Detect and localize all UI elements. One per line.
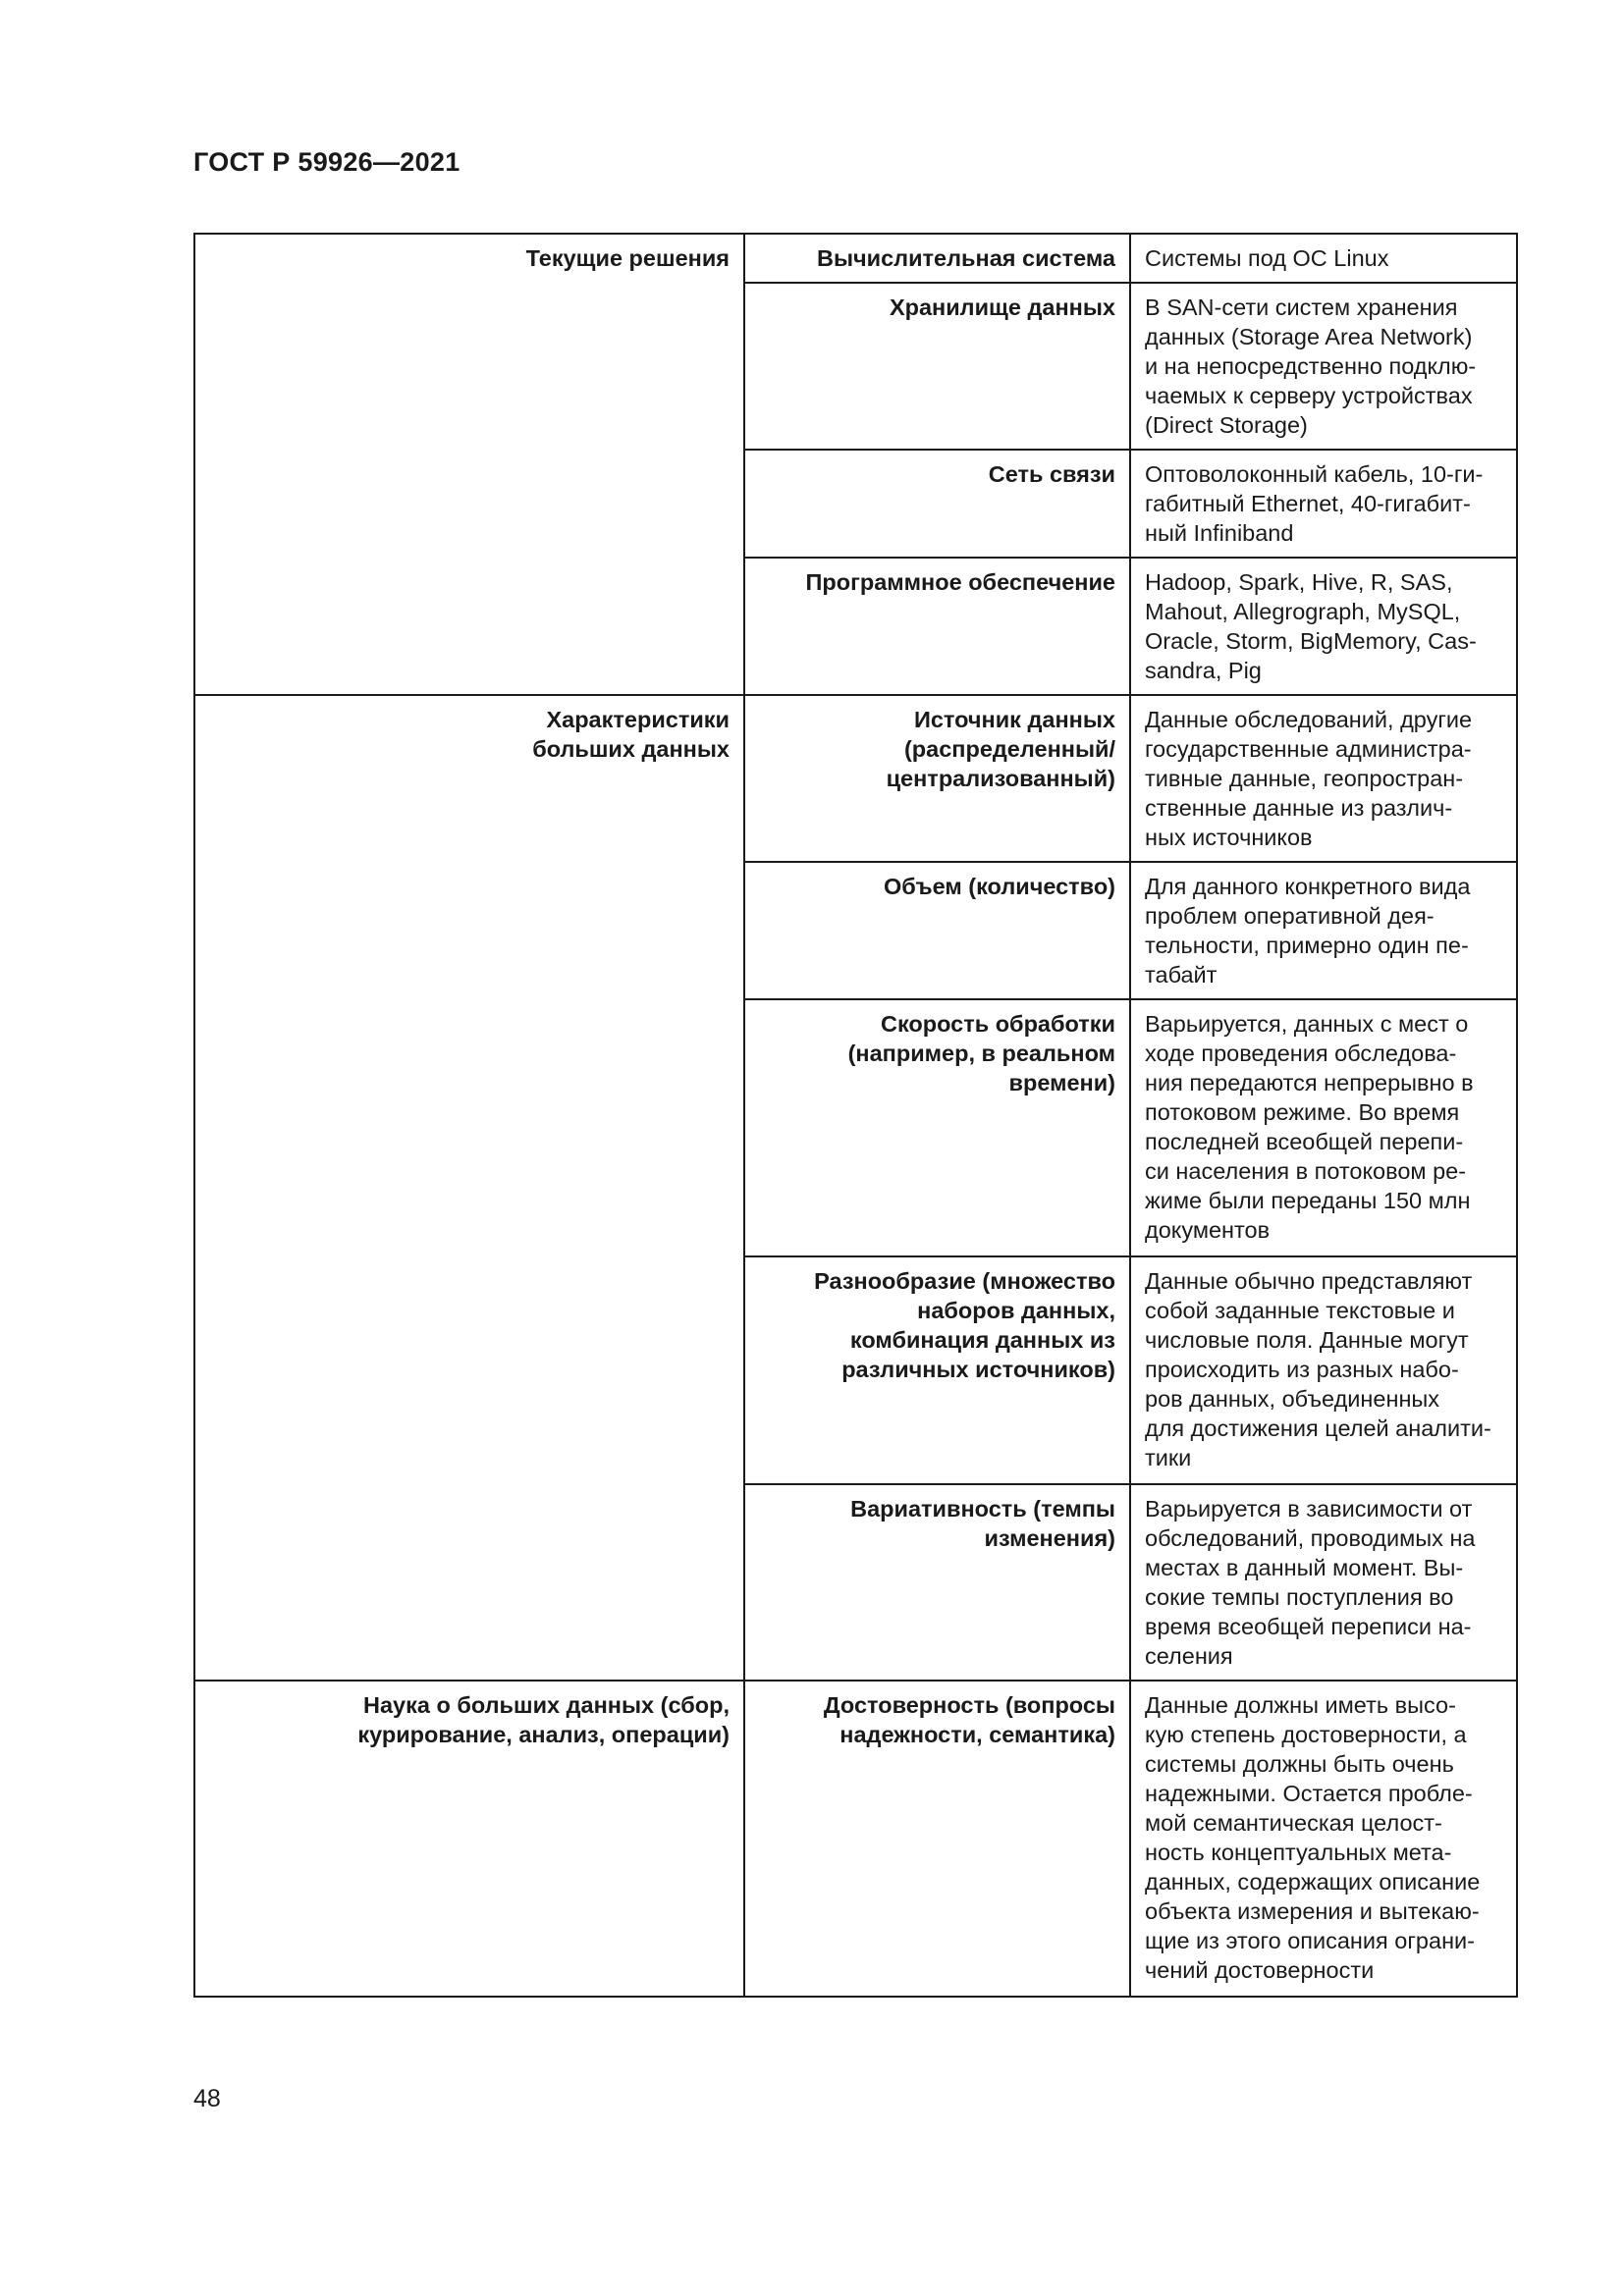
param-cell xyxy=(744,695,1130,862)
value-line: проблем оперативной дея- xyxy=(1145,903,1435,929)
value-line: документов xyxy=(1145,1217,1271,1243)
value-line: числовые поля. Данные могут xyxy=(1145,1327,1469,1353)
table-row xyxy=(194,695,1517,862)
value-line: тельности, примерно один пе- xyxy=(1145,933,1469,958)
param-cell xyxy=(744,862,1130,999)
value-line: обследований, проводимых на xyxy=(1145,1525,1476,1551)
document-header: ГОСТ Р 59926—2021 xyxy=(193,147,460,177)
param-line: различных источников) xyxy=(841,1357,1115,1382)
value-line: sandra, Pig xyxy=(1145,658,1262,683)
value-line: ных источников xyxy=(1145,825,1313,850)
param-cell xyxy=(744,1681,1130,1997)
param-line: (распределенный/ xyxy=(903,736,1115,762)
value-line: и на непосредственно подклю- xyxy=(1145,353,1477,379)
value-line: ный Infiniband xyxy=(1145,520,1294,546)
value-line: табайт xyxy=(1145,962,1218,988)
value-line: Данные обследований, другие xyxy=(1145,707,1473,732)
value-line: Данные обычно представляют xyxy=(1145,1268,1473,1294)
group-name-line: больших данных xyxy=(532,736,730,762)
param-line: (например, в реальном xyxy=(847,1041,1115,1066)
value-line: чений достоверности xyxy=(1145,1957,1375,1983)
value-line: тивные данные, геопростран- xyxy=(1145,766,1464,791)
group-name-line: Характеристики xyxy=(546,707,730,732)
param-name: Программное обеспечение xyxy=(805,569,1115,595)
value-line: (Direct Storage) xyxy=(1145,412,1308,438)
value-line: Оптоволоконный кабель, 10-ги- xyxy=(1145,461,1484,487)
param-line: изменения) xyxy=(984,1525,1115,1551)
value-line: ходе проведения обследова- xyxy=(1145,1041,1457,1066)
value-line: кую степень достоверности, а xyxy=(1145,1722,1467,1747)
group-cell xyxy=(194,1681,744,1997)
value-line: Mahout, Allegrograph, MySQL, xyxy=(1145,599,1461,624)
param-cell xyxy=(744,450,1130,558)
param-line: Разнообразие (множество xyxy=(814,1268,1115,1294)
param-line: Скорость обработки xyxy=(880,1011,1115,1037)
value-line: данных (Storage Area Network) xyxy=(1145,324,1473,349)
param-line: комбинация данных из xyxy=(849,1327,1115,1353)
value-line: мой семантическая целост- xyxy=(1145,1810,1442,1836)
table-row xyxy=(194,1681,1517,1997)
value-line: тики xyxy=(1145,1445,1192,1470)
value-line: чаемых к серверу устройствах xyxy=(1145,383,1473,408)
param-cell xyxy=(744,234,1130,283)
value-cell xyxy=(1130,450,1517,558)
param-name: Хранилище данных xyxy=(889,294,1115,320)
param-cell xyxy=(744,1256,1130,1484)
value-line: Системы под ОС Linux xyxy=(1145,245,1389,271)
param-cell xyxy=(744,558,1130,695)
specification-table xyxy=(193,233,1518,1998)
value-line: Варьируется, данных с мест о xyxy=(1145,1011,1469,1037)
value-line: местах в данный момент. Вы- xyxy=(1145,1555,1464,1580)
param-name: Сеть связи xyxy=(988,461,1115,487)
value-line: время всеобщей переписи на- xyxy=(1145,1614,1472,1639)
value-line: си населения в потоковом ре- xyxy=(1145,1158,1467,1184)
value-line: Oracle, Storm, BigMemory, Cas- xyxy=(1145,628,1477,654)
value-line: Для данного конкретного вида xyxy=(1145,874,1471,899)
value-line: жиме были переданы 150 млн xyxy=(1145,1188,1471,1213)
param-cell xyxy=(744,1484,1130,1681)
param-name: Вычислительная система xyxy=(816,245,1115,271)
value-cell xyxy=(1130,234,1517,283)
value-cell xyxy=(1130,1256,1517,1484)
param-line: наборов данных, xyxy=(917,1298,1115,1323)
value-line: для достижения целей аналити- xyxy=(1145,1415,1491,1441)
value-line: Hadoop, Spark, Hive, R, SAS, xyxy=(1145,569,1453,595)
value-line: собой заданные текстовые и xyxy=(1145,1298,1455,1323)
value-line: объекта измерения и вытекаю- xyxy=(1145,1898,1480,1924)
param-cell xyxy=(744,283,1130,450)
value-line: государственные администра- xyxy=(1145,736,1472,762)
value-line: ров данных, объединенных xyxy=(1145,1386,1440,1412)
param-line: Достоверность (вопросы xyxy=(823,1692,1115,1718)
group-name: Текущие решения xyxy=(525,245,730,271)
value-cell xyxy=(1130,1484,1517,1681)
group-cell xyxy=(194,695,744,1681)
value-line: потоковом режиме. Во время xyxy=(1145,1099,1460,1125)
value-cell xyxy=(1130,862,1517,999)
param-line: надежности, семантика) xyxy=(839,1722,1115,1747)
page-number: 48 xyxy=(193,2085,221,2112)
value-line: последней всеобщей перепи- xyxy=(1145,1129,1464,1154)
value-line: системы должны быть очень xyxy=(1145,1751,1454,1777)
param-line: централизованный) xyxy=(886,766,1115,791)
value-line: щие из этого описания ограни- xyxy=(1145,1928,1475,1953)
table-row xyxy=(194,234,1517,283)
value-line: габитный Ethernet, 40-гигабит- xyxy=(1145,491,1471,516)
value-line: данных, содержащих описание xyxy=(1145,1869,1481,1895)
value-line: ния передаются непрерывно в xyxy=(1145,1070,1474,1095)
value-line: селения xyxy=(1145,1643,1233,1669)
value-cell xyxy=(1130,695,1517,862)
value-line: Варьируется в зависимости от xyxy=(1145,1496,1473,1522)
value-line: Данные должны иметь высо- xyxy=(1145,1692,1456,1718)
group-name-line: Наука о больших данных (сбор, xyxy=(362,1692,730,1718)
value-line: сокие темпы поступления во xyxy=(1145,1584,1454,1610)
value-cell xyxy=(1130,1681,1517,1997)
value-line: ность концептуальных мета- xyxy=(1145,1840,1452,1865)
value-cell xyxy=(1130,999,1517,1256)
param-line: времени) xyxy=(1008,1070,1115,1095)
value-line: надежными. Остается пробле- xyxy=(1145,1781,1473,1806)
param-line: Вариативность (темпы xyxy=(850,1496,1115,1522)
group-cell xyxy=(194,234,744,695)
group-name-line: курирование, анализ, операции) xyxy=(357,1722,730,1747)
param-line: Источник данных xyxy=(913,707,1115,732)
value-cell xyxy=(1130,283,1517,450)
param-name: Объем (количество) xyxy=(883,874,1115,899)
value-cell xyxy=(1130,558,1517,695)
param-cell xyxy=(744,999,1130,1256)
value-line: В SAN-сети систем хранения xyxy=(1145,294,1458,320)
value-line: происходить из разных набо- xyxy=(1145,1357,1459,1382)
value-line: ственные данные из различ- xyxy=(1145,795,1453,821)
